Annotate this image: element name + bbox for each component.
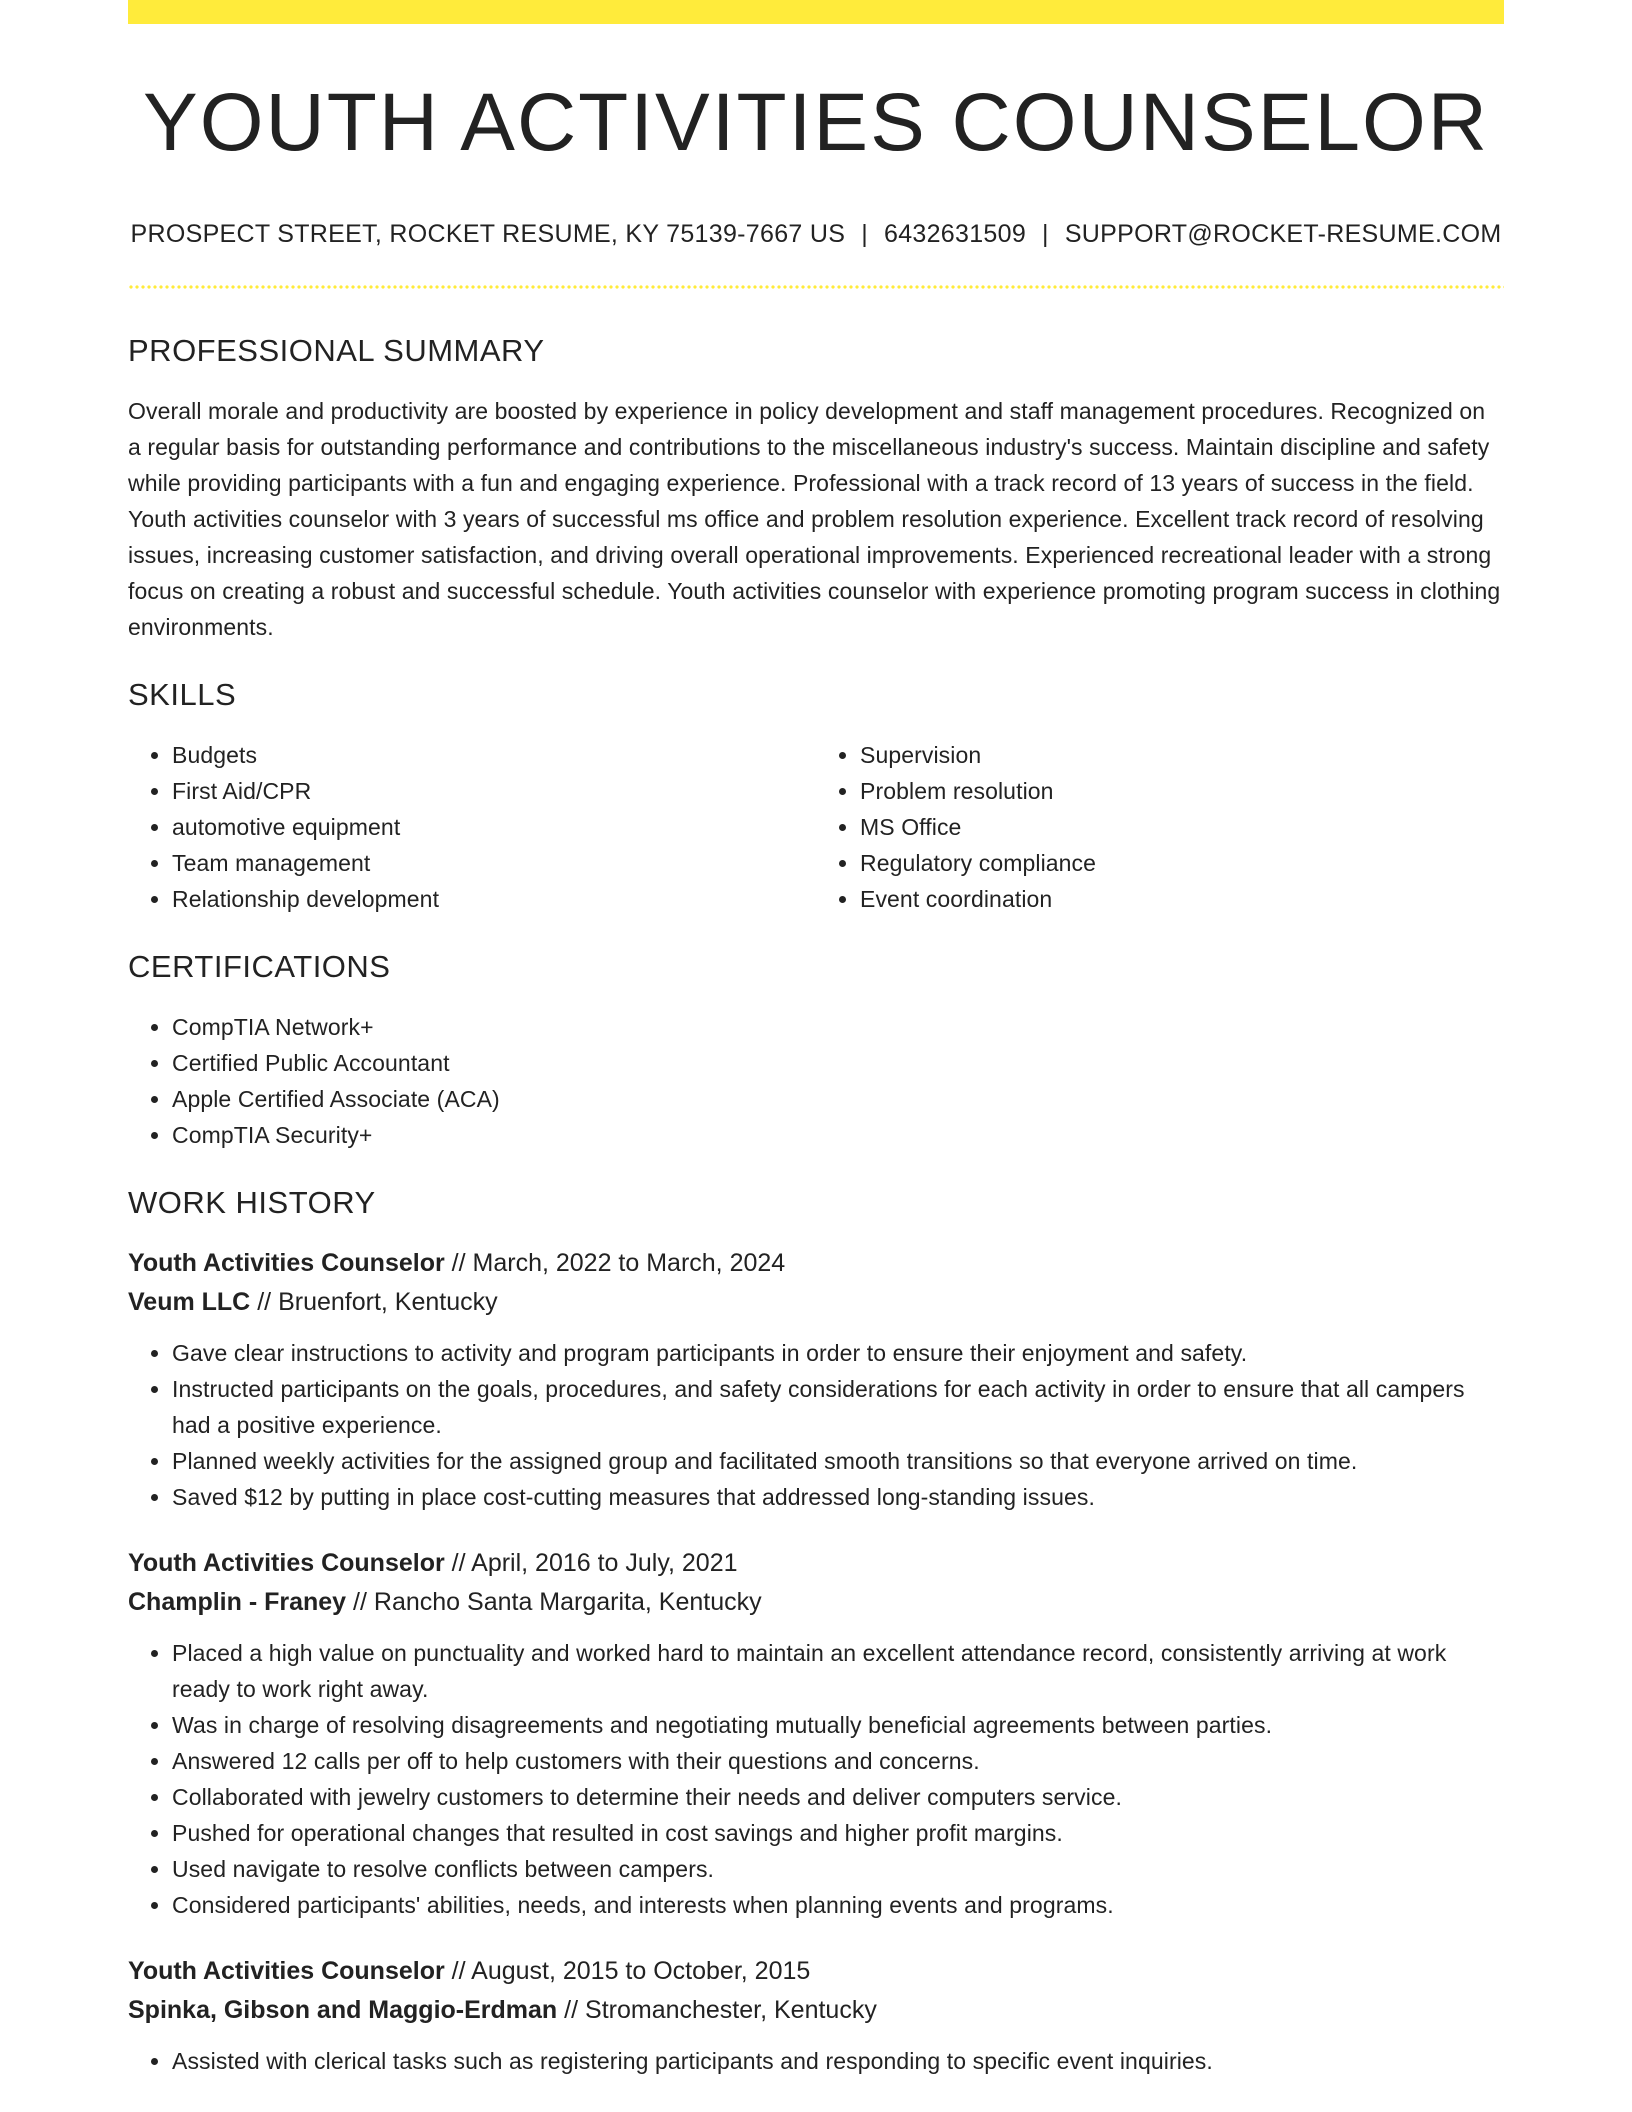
skills-section — [128, 677, 1504, 917]
job-bullet: • Assisted with clerical tasks such as registering participants and responding to specific event inquiries. — [172, 2043, 1504, 2079]
job-bullet: • Saved $12 by putting in place cost-cutting measures that addressed long-standing issues. — [172, 1479, 1504, 1515]
skill-item: • Regulatory compliance — [860, 845, 1504, 881]
work-history-section — [128, 1185, 1504, 2079]
certification-item: • CompTIA Security+ — [172, 1117, 1504, 1153]
skill-item: • Budgets — [172, 737, 816, 773]
skill-item: • Supervision — [860, 737, 1504, 773]
job-divider: // — [451, 1957, 466, 1985]
job-bullets — [128, 1335, 1504, 1515]
job-bullet: • Planned weekly activities for the assigned group and facilitated smooth transitions so that everyone arrived on time. — [172, 1443, 1504, 1479]
job-entry — [128, 1953, 1504, 2079]
job-divider: // — [564, 1996, 579, 2024]
certification-item: • CompTIA Network+ — [172, 1009, 1504, 1045]
contact-phone: 6432631509 — [883, 220, 1027, 248]
job-entry — [128, 1245, 1504, 1515]
skill-item: • Team management — [172, 845, 816, 881]
job-location: Stromanchester, Kentucky — [585, 1996, 877, 2024]
job-bullet: • Used navigate to resolve conflicts between campers. — [172, 1851, 1504, 1887]
job-title-line — [128, 1245, 1504, 1281]
job-entry — [128, 1545, 1504, 1923]
job-bullet: • Instructed participants on the goals, procedures, and safety considerations for each activity in order to ensure that all campers had a positive experience. — [172, 1371, 1504, 1443]
skills-columns — [128, 737, 1504, 917]
certification-item: • Certified Public Accountant — [172, 1045, 1504, 1081]
job-bullet: • Collaborated with jewelry customers to determine their needs and deliver computers service. — [172, 1779, 1504, 1815]
contact-line — [128, 220, 1504, 249]
contact-separator: | — [1042, 220, 1049, 248]
contact-email: SUPPORT@ROCKET-RESUME.COM — [1064, 220, 1502, 248]
job-divider: // — [353, 1588, 367, 1616]
job-bullet: • Was in charge of resolving disagreements and negotiating mutually beneficial agreements between parties. — [172, 1707, 1504, 1743]
skills-heading: SKILLS — [128, 677, 237, 712]
job-divider: // — [257, 1288, 272, 1316]
job-dates: April, 2016 to July, 2021 — [471, 1549, 738, 1577]
summary-heading: PROFESSIONAL SUMMARY — [128, 333, 545, 368]
work-history-heading: WORK HISTORY — [128, 1185, 376, 1220]
skill-item: • Problem resolution — [860, 773, 1504, 809]
job-company: Champlin - Franey — [128, 1588, 347, 1616]
certification-item: • Apple Certified Associate (ACA) — [172, 1081, 1504, 1117]
job-location: Bruenfort, Kentucky — [278, 1288, 498, 1316]
skills-list-left — [128, 737, 816, 917]
top-accent-bar — [128, 0, 1504, 24]
job-bullet: • Placed a high value on punctuality and worked hard to maintain an excellent attendance record, consistently arriving at work ready to work right away. — [172, 1635, 1504, 1707]
job-title-line — [128, 1953, 1504, 1989]
skill-item: • Relationship development — [172, 881, 816, 917]
job-company-line — [128, 1583, 1504, 1621]
job-title: Youth Activities Counselor — [128, 1957, 445, 1985]
job-dates: August, 2015 to October, 2015 — [471, 1957, 811, 1985]
certifications-heading: CERTIFICATIONS — [128, 949, 391, 984]
job-company: Spinka, Gibson and Maggio-Erdman — [128, 1996, 558, 2024]
summary-section — [128, 333, 1504, 645]
certifications-list — [128, 1009, 1504, 1153]
summary-text: Overall morale and productivity are boosted by experience in policy development and staff management procedures. Recognized on a regular basis for outstanding performance and contributions to the miscellaneous industry's success. Maintain discipline and safety while providing participants with a fun and engaging experience. Professional with a track record of 13 years of success in the field. Youth activities counselor with 3 years of successful ms office and problem resolution experience. Excellent track record of resolving issues, increasing customer satisfaction, and driving overall operational improvements. Experienced recreational leader with a strong focus on creating a robust and successful schedule. Youth activities counselor with experience promoting program success in clothing environments. — [128, 398, 1501, 640]
job-bullet: • Pushed for operational changes that resulted in cost savings and higher profit margins. — [172, 1815, 1504, 1851]
job-title-line — [128, 1545, 1504, 1581]
skill-item: • Event coordination — [860, 881, 1504, 917]
skill-item: • automotive equipment — [172, 809, 816, 845]
resume-title: YOUTH ACTIVITIES COUNSELOR — [143, 77, 1489, 168]
job-divider: // — [451, 1549, 466, 1577]
contact-separator: | — [861, 220, 868, 248]
job-location: Rancho Santa Margarita, Kentucky — [373, 1588, 762, 1616]
skills-list-right — [816, 737, 1504, 917]
job-company-line — [128, 1283, 1504, 1321]
dotted-divider — [128, 285, 1504, 289]
resume-page — [128, 0, 1504, 2079]
contact-address: PROSPECT STREET, ROCKET RESUME, KY 75139-7667 US — [130, 220, 846, 248]
job-bullet: • Answered 12 calls per off to help customers with their questions and concerns. — [172, 1743, 1504, 1779]
job-title: Youth Activities Counselor — [128, 1549, 445, 1577]
job-bullets — [128, 1635, 1504, 1923]
skill-item: • MS Office — [860, 809, 1504, 845]
job-company-line — [128, 1991, 1504, 2029]
job-bullets — [128, 2043, 1504, 2079]
skill-item: • First Aid/CPR — [172, 773, 816, 809]
job-title: Youth Activities Counselor — [128, 1249, 445, 1277]
job-divider: // — [451, 1249, 466, 1277]
certifications-section — [128, 949, 1504, 1153]
job-bullet: • Considered participants' abilities, needs, and interests when planning events and programs. — [172, 1887, 1504, 1923]
job-bullet: • Gave clear instructions to activity and program participants in order to ensure their enjoyment and safety. — [172, 1335, 1504, 1371]
job-dates: March, 2022 to March, 2024 — [472, 1249, 786, 1277]
job-company: Veum LLC — [128, 1288, 251, 1316]
